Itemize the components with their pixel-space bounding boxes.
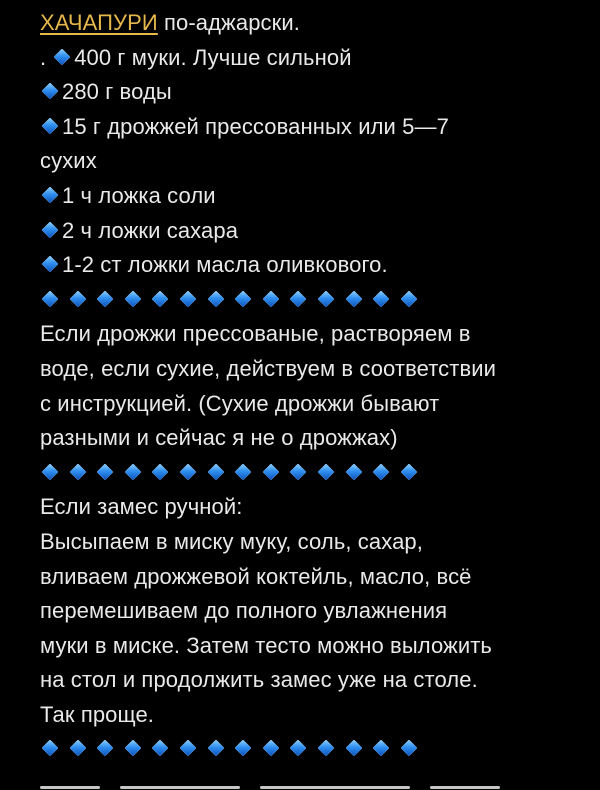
blue-diamond-icon <box>400 740 417 757</box>
blue-diamond-icon <box>42 740 59 757</box>
ingredient-text: 280 г воды <box>62 79 172 105</box>
ingredient-item <box>40 41 595 76</box>
paragraph-line: воде, если сухие, действуем в соответствии <box>40 355 497 381</box>
blue-diamond-icon <box>400 463 417 480</box>
ingredient-item <box>40 214 595 249</box>
text-fragment <box>260 786 410 789</box>
blue-diamond-icon <box>317 463 334 480</box>
recipe-title <box>40 6 595 41</box>
blue-diamond-icon <box>124 463 141 480</box>
ingredient-text: 1 ч ложка соли <box>62 182 216 208</box>
blue-diamond-icon <box>97 463 114 480</box>
diamond-divider <box>40 283 595 318</box>
blue-diamond-icon <box>235 290 252 307</box>
blue-diamond-icon <box>69 290 86 307</box>
ingredient-item <box>40 248 595 283</box>
text-fragment <box>40 786 100 789</box>
ingredient-text: 2 ч ложки сахара <box>62 217 239 243</box>
paragraph-line: Если дрожжи прессованые, растворяем в <box>40 321 471 347</box>
blue-diamond-icon <box>97 290 114 307</box>
blue-diamond-icon <box>179 463 196 480</box>
paragraph-line: с инструкцией. (Сухие дрожжи бывают <box>40 390 440 416</box>
blue-diamond-icon <box>290 290 307 307</box>
ingredient-item <box>40 110 595 145</box>
ingredient-wrap: сухих <box>40 148 97 174</box>
blue-diamond-icon <box>290 740 307 757</box>
blue-diamond-icon <box>179 740 196 757</box>
ingredient-text: 1-2 ст ложки масла оливкового. <box>62 252 388 278</box>
blue-diamond-icon <box>317 290 334 307</box>
blue-diamond-icon <box>69 463 86 480</box>
bullet-dot: . <box>40 44 47 70</box>
blue-diamond-icon <box>152 290 169 307</box>
blue-diamond-icon <box>42 117 59 134</box>
blue-diamond-icon <box>42 463 59 480</box>
title-rest: по-аджарски. <box>157 10 300 35</box>
blue-diamond-icon <box>97 740 114 757</box>
blue-diamond-icon <box>345 740 362 757</box>
blue-diamond-icon <box>400 290 417 307</box>
blue-diamond-icon <box>235 740 252 757</box>
blue-diamond-icon <box>207 463 224 480</box>
paragraph-line: на стол и продолжить замес уже на столе. <box>40 667 478 693</box>
text-fragment <box>120 786 240 789</box>
paragraph-line: Если замес ручной: <box>40 494 243 520</box>
paragraph-line: перемешиваем до полного увлажнения <box>40 598 448 624</box>
note-body[interactable] <box>40 6 595 767</box>
paragraph-line: разными и сейчас я не о дрожжах) <box>40 425 398 451</box>
blue-diamond-icon <box>262 463 279 480</box>
blue-diamond-icon <box>69 740 86 757</box>
blue-diamond-icon <box>54 48 71 65</box>
blue-diamond-icon <box>42 221 59 238</box>
blue-diamond-icon <box>373 290 390 307</box>
blue-diamond-icon <box>235 463 252 480</box>
diamond-divider <box>40 456 595 491</box>
blue-diamond-icon <box>124 290 141 307</box>
title-link[interactable]: ХАЧАПУРИ <box>40 10 158 35</box>
blue-diamond-icon <box>317 740 334 757</box>
blue-diamond-icon <box>262 290 279 307</box>
ingredient-text: 400 г муки. Лучше сильной <box>74 44 352 70</box>
diamond-divider <box>40 732 595 767</box>
blue-diamond-icon <box>124 740 141 757</box>
ingredient-text: 15 г дрожжей прессованных или 5—7 <box>62 113 449 139</box>
text-fragment <box>430 786 500 789</box>
ingredient-item <box>40 179 595 214</box>
blue-diamond-icon <box>373 740 390 757</box>
cut-off-next-line <box>40 780 520 790</box>
paragraph-line: вливаем дрожжевой коктейль, масло, всё <box>40 563 472 589</box>
blue-diamond-icon <box>42 83 59 100</box>
blue-diamond-icon <box>152 463 169 480</box>
blue-diamond-icon <box>207 290 224 307</box>
blue-diamond-icon <box>152 740 169 757</box>
blue-diamond-icon <box>42 256 59 273</box>
blue-diamond-icon <box>207 740 224 757</box>
paragraph-line: Так проще. <box>40 701 155 727</box>
paragraph-line: Высыпаем в миску муку, соль, сахар, <box>40 528 423 554</box>
ingredient-item <box>40 75 595 110</box>
paragraph-line: муки в миске. Затем тесто можно выложить <box>40 632 492 658</box>
blue-diamond-icon <box>42 290 59 307</box>
blue-diamond-icon <box>179 290 196 307</box>
blue-diamond-icon <box>290 463 307 480</box>
blue-diamond-icon <box>345 463 362 480</box>
blue-diamond-icon <box>42 186 59 203</box>
blue-diamond-icon <box>262 740 279 757</box>
blue-diamond-icon <box>373 463 390 480</box>
blue-diamond-icon <box>345 290 362 307</box>
